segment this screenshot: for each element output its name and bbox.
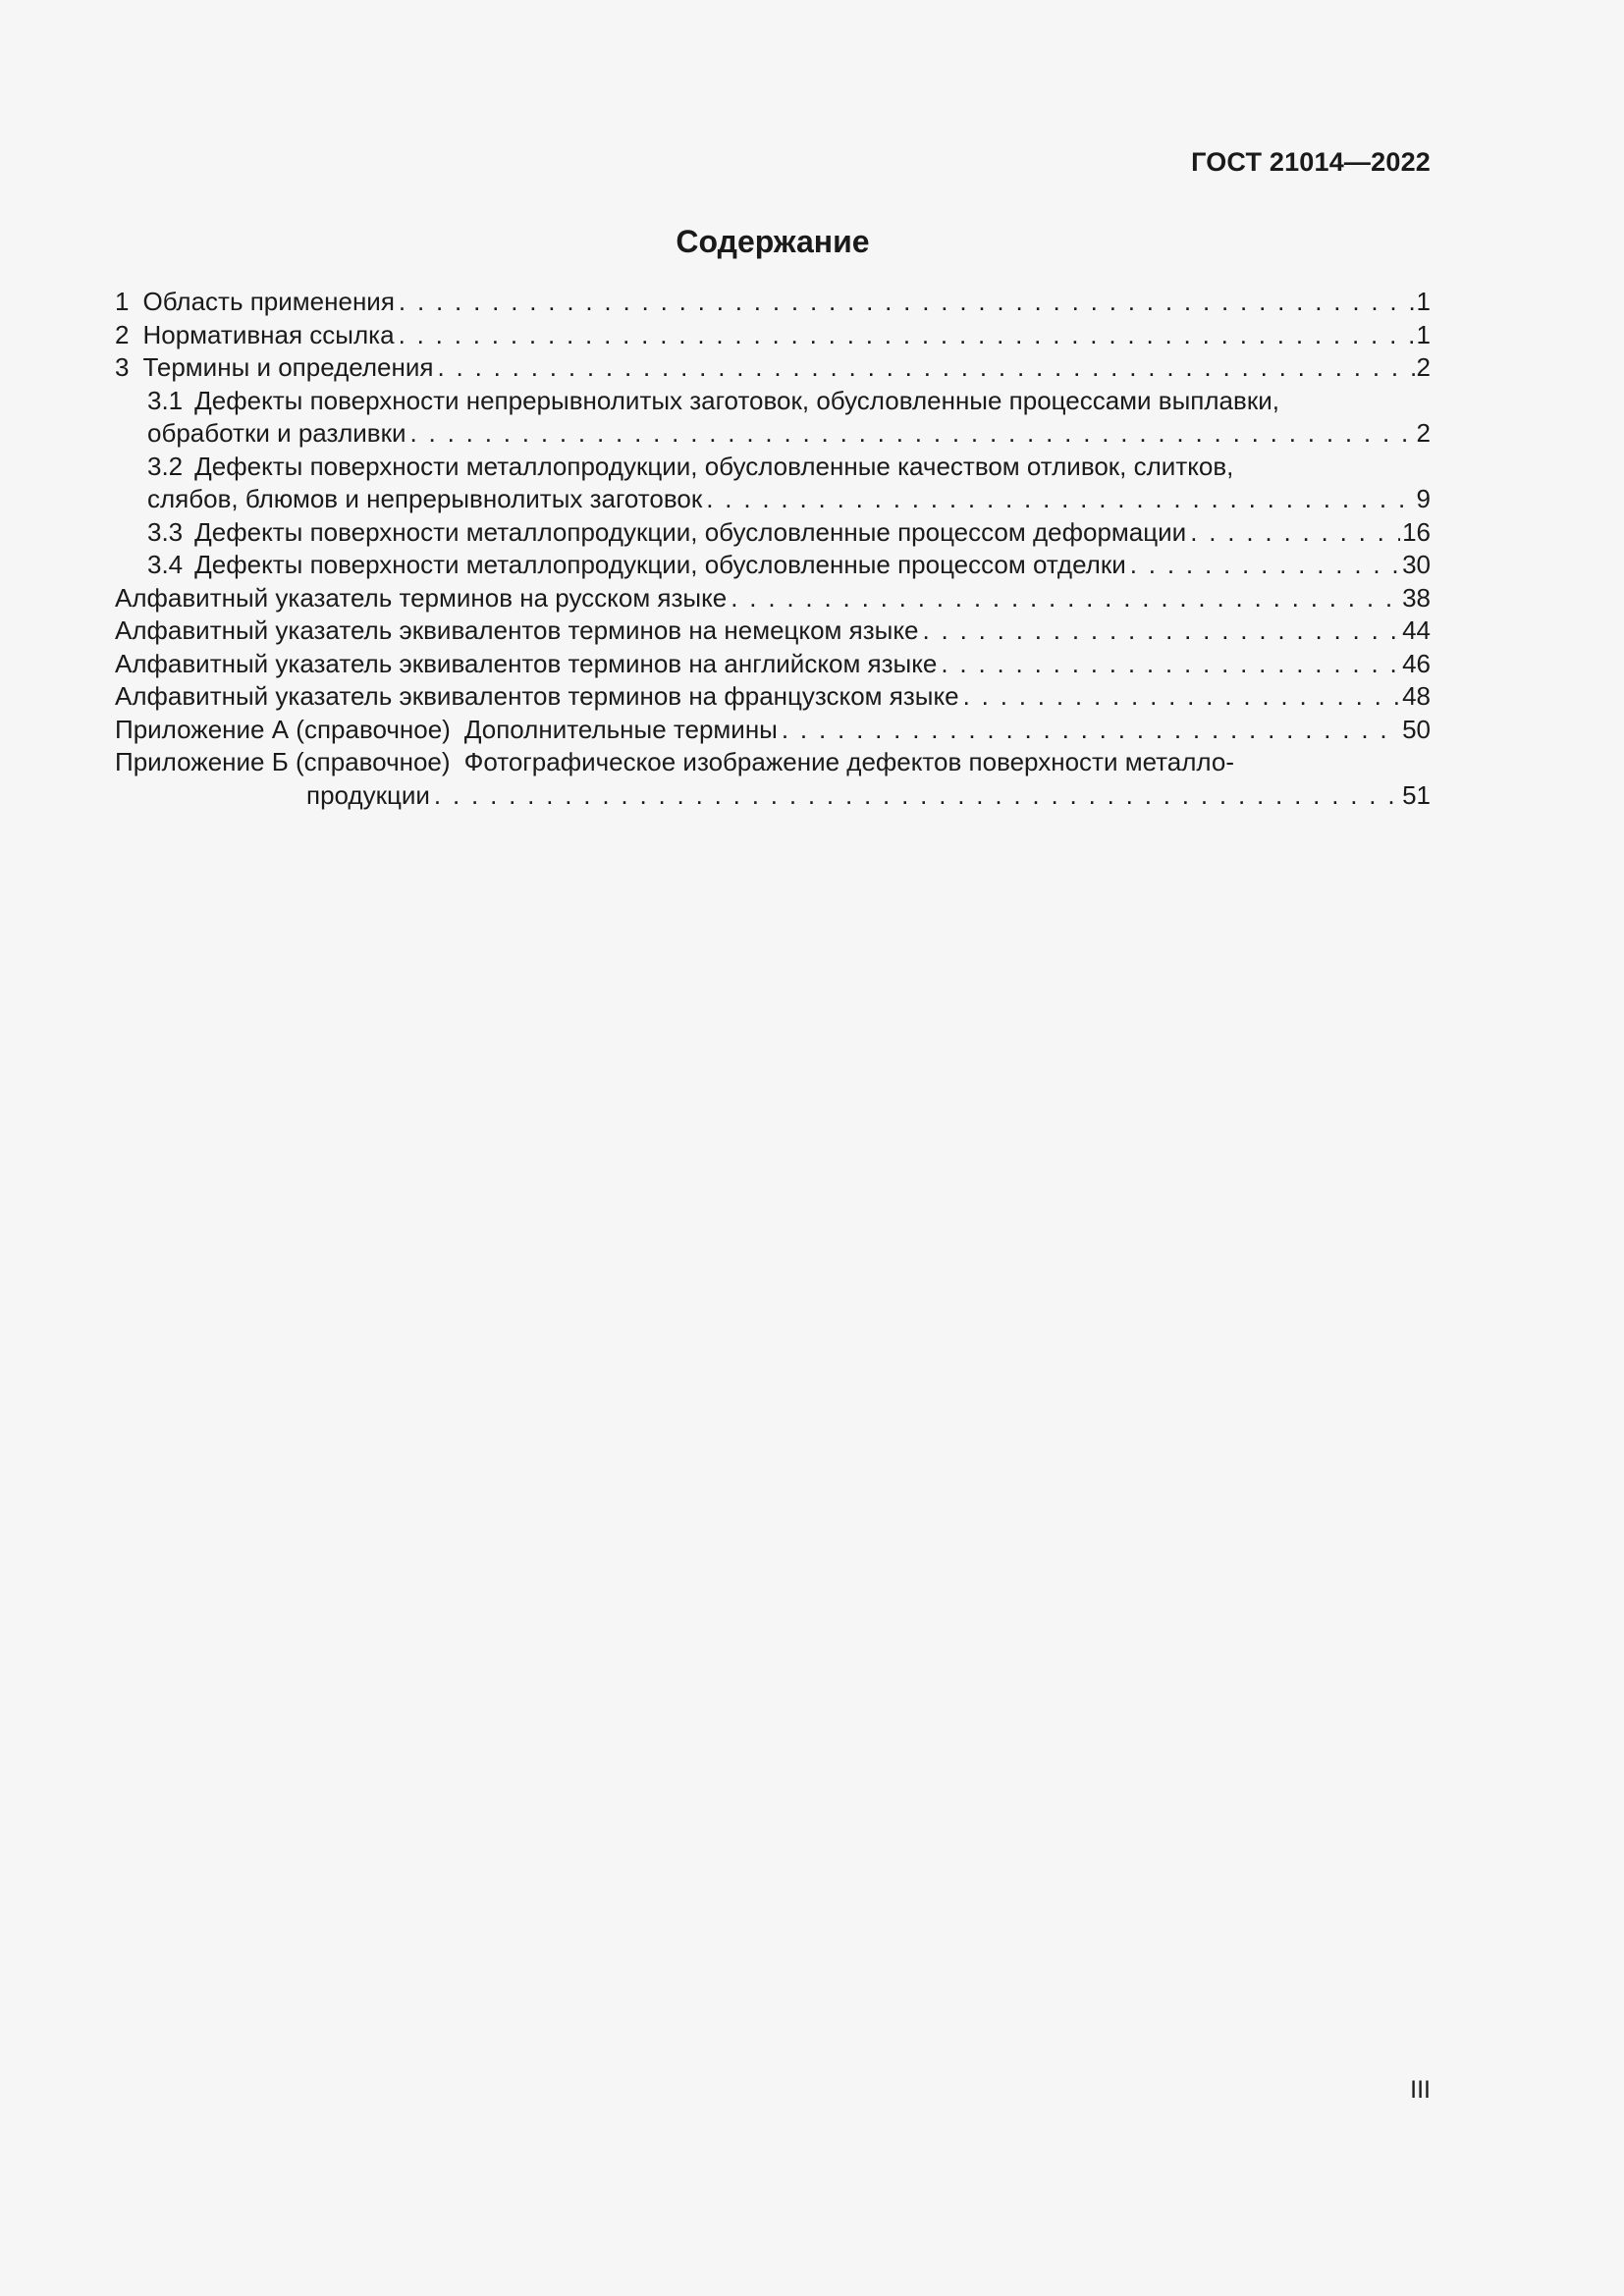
toc-entry-text: Нормативная ссылка xyxy=(142,319,395,349)
toc-entry-page: 16 xyxy=(1402,516,1431,547)
toc-entry-number: 3 xyxy=(115,352,130,382)
toc-entry-page: 9 xyxy=(1416,484,1431,513)
toc-entry-3-1[interactable] xyxy=(115,385,1431,451)
toc-entry-number: 3.1 xyxy=(147,385,184,415)
toc-entry-text: Алфавитный указатель эквивалентов терминов на французском языке xyxy=(115,681,959,711)
toc-entry-page: 1 xyxy=(1416,287,1431,316)
toc-entry-page: 51 xyxy=(1402,779,1431,810)
leader-dots xyxy=(399,319,1415,352)
toc-entry-3[interactable] xyxy=(115,351,1431,385)
toc-entry-text: Дефекты поверхности металлопродукции, обусловленные качеством отливок, слитков, xyxy=(194,451,1234,481)
leader-dots xyxy=(782,714,1400,747)
page-number: III xyxy=(1410,2076,1431,2104)
toc-entry-page: 30 xyxy=(1402,550,1431,579)
toc-title: Содержание xyxy=(676,224,870,259)
toc-entry-number: 3.3 xyxy=(147,516,184,547)
leader-dots xyxy=(437,351,1414,385)
toc-entry-text-continued: слябов, блюмов и непрерывнолитых заготовок xyxy=(147,484,703,513)
toc-entry-page: 46 xyxy=(1402,648,1431,678)
toc-entry-appendix-b[interactable] xyxy=(115,746,1431,812)
document-id: ГОСТ 21014—2022 xyxy=(1191,147,1431,177)
leader-dots xyxy=(941,648,1400,681)
toc-entry-text: Дефекты поверхности металлопродукции, обусловленные процессом отделки xyxy=(194,550,1126,579)
toc-entry-page: 38 xyxy=(1402,582,1431,613)
toc-entry-page: 44 xyxy=(1402,615,1431,645)
toc-entry-number: 3.2 xyxy=(147,451,184,481)
toc-entry-3-3[interactable] xyxy=(115,516,1431,550)
toc-entry-2[interactable] xyxy=(115,319,1431,352)
leader-dots xyxy=(1190,516,1400,550)
toc-entry-index-french[interactable] xyxy=(115,680,1431,714)
toc-entry-text: Дефекты поверхности непрерывнолитых заготовок, обусловленные процессами выплавки, xyxy=(194,385,1279,415)
toc-entry-1[interactable] xyxy=(115,286,1431,319)
toc-entry-page: 2 xyxy=(1416,352,1431,382)
leader-dots xyxy=(1130,549,1400,582)
leader-dots xyxy=(731,582,1400,615)
toc-entry-number: 1 xyxy=(115,287,130,316)
toc-entry-text: Термины и определения xyxy=(142,352,434,382)
toc-entry-3-2[interactable] xyxy=(115,451,1431,516)
leader-dots xyxy=(706,483,1414,516)
toc-entry-index-english[interactable] xyxy=(115,648,1431,681)
appendix-label: Приложение А (справочное) xyxy=(115,714,451,744)
toc-entry-text-continued: продукции xyxy=(306,779,430,810)
toc-entry-text: Область применения xyxy=(142,287,395,316)
appendix-label: Приложение Б (справочное) xyxy=(115,747,451,776)
toc-entry-text: Алфавитный указатель эквивалентов терминов на английском языке xyxy=(115,648,938,678)
leader-dots xyxy=(434,779,1400,813)
toc-entry-index-russian[interactable] xyxy=(115,582,1431,615)
toc-entry-number: 3.4 xyxy=(147,550,184,579)
leader-dots xyxy=(399,286,1415,319)
toc-entry-page: 1 xyxy=(1416,319,1431,349)
toc-entry-3-4[interactable] xyxy=(115,549,1431,582)
table-of-contents xyxy=(115,286,1431,812)
leader-dots xyxy=(410,417,1415,451)
toc-entry-text-continued: обработки и разливки xyxy=(147,418,406,448)
toc-entry-text: Фотографическое изображение дефектов поверхности металло- xyxy=(463,747,1234,776)
toc-entry-appendix-a[interactable] xyxy=(115,714,1431,747)
toc-entry-page: 50 xyxy=(1402,714,1431,744)
toc-entry-text: Дефекты поверхности металлопродукции, обусловленные процессом деформации xyxy=(194,516,1187,547)
toc-entry-page: 48 xyxy=(1402,681,1431,711)
toc-entry-page: 2 xyxy=(1416,418,1431,448)
toc-entry-index-german[interactable] xyxy=(115,614,1431,648)
toc-entry-text: Дополнительные термины xyxy=(463,714,778,744)
leader-dots xyxy=(963,680,1400,714)
toc-entry-text: Алфавитный указатель терминов на русском языке xyxy=(115,582,728,613)
toc-entry-text: Алфавитный указатель эквивалентов терминов на немецком языке xyxy=(115,615,919,645)
leader-dots xyxy=(922,614,1400,648)
toc-entry-number: 2 xyxy=(115,319,130,349)
